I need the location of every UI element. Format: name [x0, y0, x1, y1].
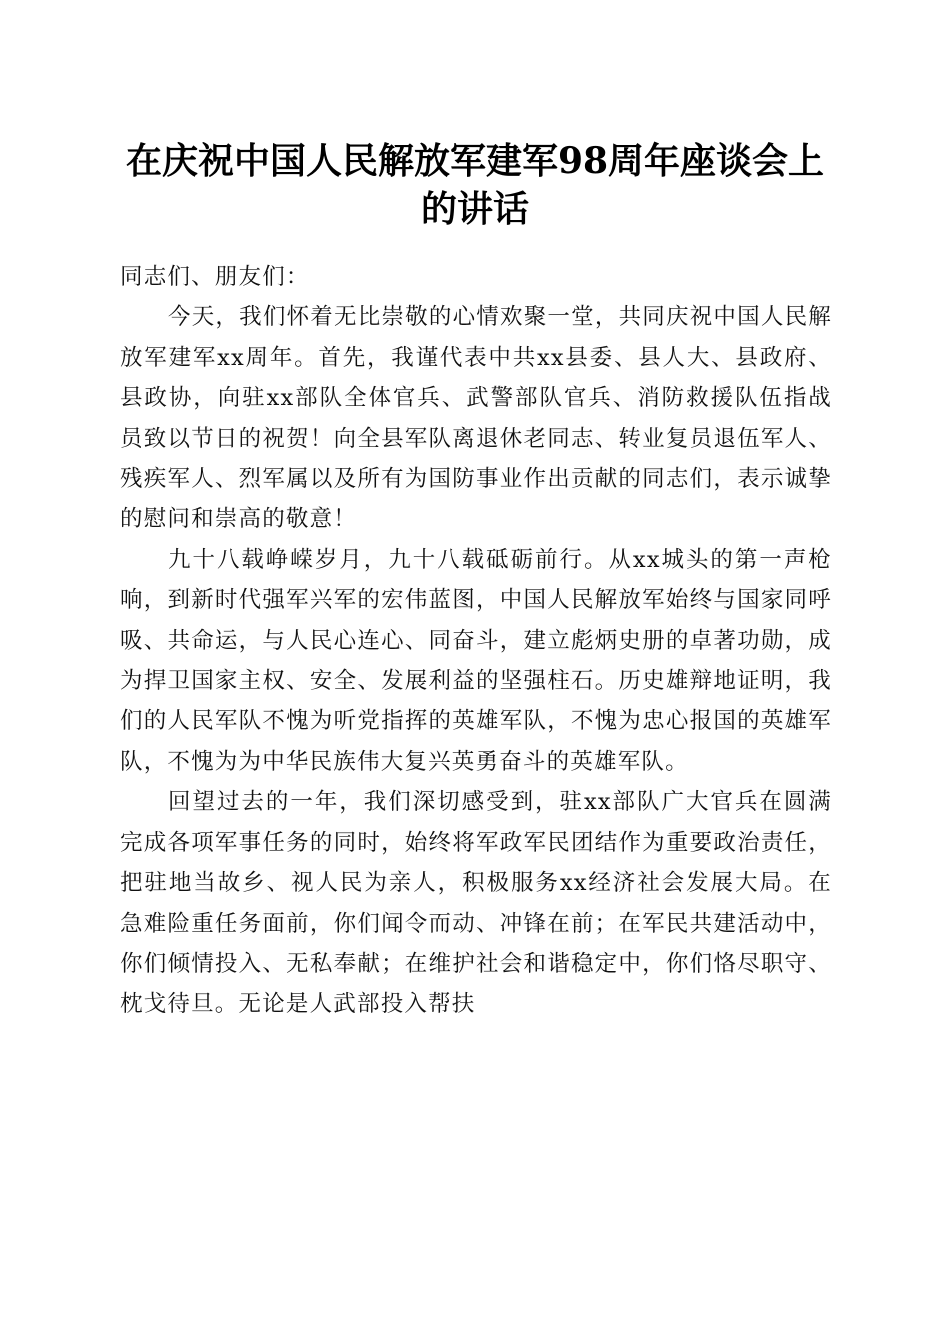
document-title: 在庆祝中国人民解放军建军98周年座谈会上的讲话: [125, 140, 825, 230]
paragraph-1: 今天，我们怀着无比崇敬的心情欢聚一堂，共同庆祝中国人民解放军建军xx周年。首先，我谨代表中共xx县委、县人大、县政府、县政协，向驻xx部队全体官兵、武警部队官兵、消防救援队伍指战员致以节日的祝贺！向全县军队离退休老同志、转业复员退伍军人、残疾军人、烈军属以及所有为国防事业作出贡献的同志们，表示诚挚的慰问和崇高的敬意！: [120, 304, 832, 533]
paragraph-2: 九十八载峥嵘岁月，九十八载砥砺前行。从xx城头的第一声枪响，到新时代强军兴军的宏伟蓝图，中国人民解放军始终与国家同呼吸、共命运，与人民心连心、同奋斗，建立彪炳史册的卓著功勋，成为捍卫国家主权、安全、发展利益的坚强柱石。历史雄辩地证明，我们的人民军队不愧为听党指挥的英雄军队，不愧为忠心报国的英雄军队，不愧为为中华民族伟大复兴英勇奋斗的英雄军队。: [120, 546, 832, 775]
paragraph-3: 回望过去的一年，我们深切感受到，驻xx部队广大官兵在圆满完成各项军事任务的同时，始终将军政军民团结作为重要政治责任，把驻地当故乡、视人民为亲人，积极服务xx经济社会发展大局。在急难险重任务面前，你们闻令而动、冲锋在前；在军民共建活动中，你们倾情投入、无私奉献；在维护社会和谐稳定中，你们恪尽职守、枕戈待旦。无论是人武部投入帮扶: [120, 789, 832, 1018]
salutation: 同志们、朋友们：: [120, 264, 310, 290]
document-body: [120, 257, 832, 1025]
